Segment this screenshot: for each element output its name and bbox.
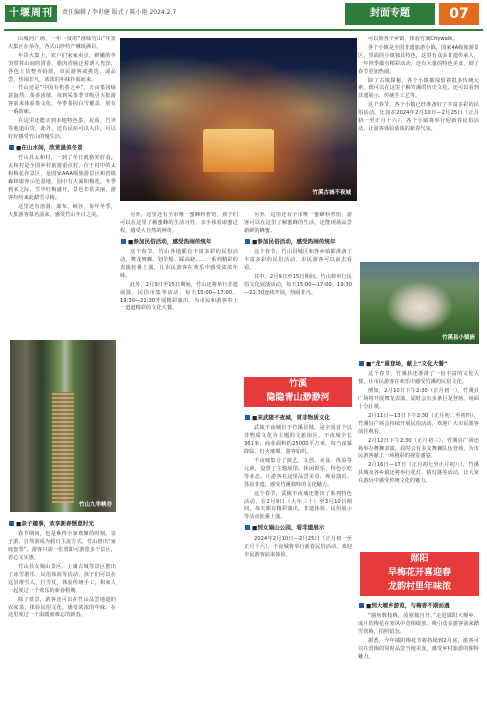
square-bullet-icon	[245, 525, 250, 530]
aerial-town-photo	[360, 262, 479, 344]
region-banner-yunyang	[360, 552, 479, 596]
paragraph: 这个春节，各个小镇已经准备好了丰富多彩的民俗活动。比如在2024年2月10日—2月25日（正月初一至正月十六），各个小镇将举行迎新春民俗活动，让游客体验浓浓的新春气氛。	[358, 102, 479, 132]
section-subhead: ■在山水间，欣赏最美冬景	[8, 145, 116, 153]
paragraph: 竹山县女娲山景区、上庸古城等景区推出了冰雪游乐、民俗体验等活动，孩子们可以在这里堆雪人、打雪仗，体验传统手工，和家人一起度过一个欢乐的新春假期。	[8, 564, 116, 594]
section-subhead: ■来武陵不夜城，赏非物质文化	[244, 415, 352, 423]
article-column-1-bottom	[8, 518, 116, 698]
paragraph: 另外，这里还有全市唯一蜜蜂科普馆，游客可以在这里了解蜜蜂的生活，还能现场品尝新鲜的蜂蜜。	[244, 212, 352, 234]
section-title: 封面专题	[345, 3, 435, 25]
paragraph: 此外，2月9日至15日期间，竹山还将举行非遗展演、民俗市集等活动，每天15:00—17:00、19:30—21:30开展精彩演出，为市民和游客奉上一道道精彩的文化大餐。	[120, 281, 238, 312]
paragraph: 在这里还能买到本地特色茶、花菇、竹笋等地道山货，此外，还有民宿可以入住，可以好好感受竹山的慢生活。	[8, 118, 116, 140]
night-city-photo	[120, 38, 357, 201]
section-subhead: ■参加民俗活动，感受热闹传统年	[120, 239, 238, 247]
section-subhead: ■到大堰乡游览，与梅香不期而遇	[358, 603, 479, 611]
canyon-photo	[10, 340, 116, 512]
section-subhead: ■亲子趣事，欢享新春惬意时光	[8, 521, 116, 529]
article-column-4-top	[358, 36, 479, 260]
paragraph: 这个春节，武陵不夜城还推出了系列特色活动，在2月9日（大年三十）至3月10日期间，每天都有精彩演出，非遗体验、民俗展示等活动轮番上演。	[244, 490, 352, 521]
photo-caption: 竹山九华峡谷	[78, 502, 112, 508]
paragraph: 2024年2月10日—2月25日（正月初一至正月十六），不夜城将举行新春民俗活动，欢迎市民游客前来体验。	[244, 535, 352, 558]
masthead	[0, 0, 487, 28]
paragraph: 除了赏景，游客还可以在竹山品尝地道的农家菜，体验民俗文化，感受浓浓的年味，在这里度过一个温暖而难忘的新春。	[8, 596, 116, 619]
region-banner-zhuxi	[244, 377, 352, 407]
paragraph: 2月16日—17日（正月初七至正月初八），竹溪县城及各乡镇还将举行花灯、猜灯谜等活动，让大家在游玩中感受传统文化的魅力。	[358, 462, 479, 485]
section-subhead: ■参加民俗活动，感受热闹传统年	[244, 239, 352, 247]
lit-stage	[203, 129, 274, 171]
photo-caption: 竹溪县小镇嵌	[441, 335, 475, 341]
paragraph: 这里还有溶洞、瀑布、峡谷，每年冬季，大批游客慕名前来，感受竹山冬日之美。	[8, 203, 116, 218]
paragraph: 除了古镇探秘，各个小镇都保留着很多传统元素，既可以在这里了解竹溪的历史文化，还可以看到非遗展示、传统手工艺等。	[358, 77, 479, 100]
paragraph: 2月12日下午2:30（正月初三），竹溪县广场还将举办舞狮表演，届时会有多支舞狮队伍登场，为市民游客献上一场精彩的视觉盛宴。	[358, 437, 479, 460]
paragraph: 武陵不夜城位于竹溪县城，是全国首个以非物质文化为主题的文旅街区，不夜城全长361米，商业面积约25000平方米，每当夜幕降临，灯火璀璨，游客如织。	[244, 425, 352, 456]
paragraph: 据悉，今年郧阳梅花节将持续到2月底，游客可以在赏梅的同时品尝当地美食，感受乡村旅游的独特魅力。	[358, 638, 479, 660]
paragraph: 各个小镇是全国非遗旅游小镇，国家4A级旅游景区，里面的小镇独具特色，这里有众多非遗传承人，一年四季都有精彩活动，还有大量的特色美食，到了春节更加热闹。	[358, 44, 479, 75]
paragraph: 这个春节，竹山各地都有丰富多彩的民俗活动。舞龙舞狮、划旱船、踩高跷……一系列精彩的表演轮番上演，让市民游客在欢乐中感受浓浓年味。	[120, 249, 238, 279]
square-bullet-icon	[245, 239, 250, 244]
paragraph: 这个春节，竹溪县还准备了一份丰富的文化大餐，让市民游客在欢乐中感受竹溪的民俗文化。	[358, 371, 479, 386]
paragraph: 年货大集上，农户们家家卖点，鲜嫩的冬笋带着山间的清香，腊肉香肠泛着诱人光泽，各色土货整齐码放，市民游客或挑选、或品尝，热闹非凡，浓浓的年味扑面而来。	[8, 52, 116, 83]
banner-slogan: 早梅花开喜迎春	[387, 568, 451, 578]
article-column-3-bottom	[244, 412, 352, 696]
paragraph: 可以到各个乡镇，体验竹溪Citywalk。	[368, 36, 458, 42]
paragraph: 山城河广场，一年一度的“淳味竹山”年货大集正在举办，各式山珍特产琳琅满目。	[8, 36, 116, 50]
paragraph: 竹山还是“中国有机茶之乡”，万亩茶园绿意盎然，茶香浓郁，每到采茶季节吸引大批游客前来体验茶文化。冬季茶园白雪覆盖，别有一番韵味。	[8, 85, 116, 116]
banner-slogan: 龙韵村里年味浓	[387, 582, 451, 592]
square-bullet-icon	[359, 361, 364, 366]
square-bullet-icon	[245, 415, 250, 420]
plank-walkway	[52, 392, 73, 504]
editor-info: 责任编辑 / 李世健 版式 / 陈小艳 2024.2.7	[62, 9, 177, 16]
square-bullet-icon	[121, 239, 126, 244]
paragraph: 另外，这里还有全市唯一蜜蜂科普馆，孩子们可以在这里了解蜜蜂的生活习性，亲手体验取蜜过程，感受大自然的神奇。	[120, 212, 238, 234]
paragraph: 例如，2月10日下午2:30（正月初一），竹溪县广场将开展舞龙表演，届时会有多条巨龙登场，场面十分壮观。	[358, 388, 479, 411]
photo-caption: 竹溪古城不夜城	[312, 190, 351, 196]
article-column-2	[120, 212, 238, 696]
section-subhead: ■到女娲山公园，看非遗展示	[244, 525, 352, 533]
article-column-1-top	[8, 36, 116, 336]
square-bullet-icon	[9, 145, 14, 150]
article-column-4-bottom	[358, 600, 479, 696]
paragraph: 2月11日—13日下午2:30（正月初二至初四），竹溪县广场会持续开展民俗活动，欢迎广大市民游客前往观看。	[358, 412, 479, 435]
section-subhead: ■“龙”重登场，献上“文化大餐”	[358, 361, 479, 369]
banner-region: 郧阳	[410, 554, 429, 564]
paragraph: 春节期间，也是难得全家欢聚的时刻。亲子游、自驾游成为假日主流方式，竹山推出“家庭套票”，游客只需一张票即可游览多个景区，省心又实惠。	[8, 531, 116, 562]
paragraph: 竹山县太和村，一到了冬日就格外好看。太和村是全国乡村旅游重点村，位于村中的太和梅花谷景区，是国家AAA级旅游景区和省级森林康养示范基地。园中有大面积梅花，冬季到来之际，雪中红梅盛开，景色非常美丽，游客纷纷来此踏雪寻梅。	[8, 155, 116, 201]
newspaper-logo: 十堰周刊	[5, 5, 57, 22]
paragraph: 不夜城集合了演艺、文创、美食、体验等元素，设置了主题展馆、休闲娱乐、特色小吃等业态，让游客在这里品尝美食、观看演出、体验非遗，感受竹溪独特的文化魅力。	[244, 458, 352, 488]
paragraph: “墙角数枝梅，凌寒独自开。”走进郧阳大堰乡，成片的梅花在寒风中竞相绽放，吸引众多游客前来踏雪赏梅，拍照留念。	[358, 613, 479, 636]
square-bullet-icon	[359, 603, 364, 608]
masthead-rule	[4, 29, 483, 31]
banner-region: 竹溪	[288, 379, 307, 389]
paragraph: 其中，2月9日至15日期间，竹山将举行民俗文化展演活动，每天15:00—17:00、19:30—21:30连续开展，热闹非凡。	[244, 273, 352, 296]
paragraph: 这个春节，竹山县城区和各乡镇都准备了丰富多彩的民俗活动，市民游客可以前去看看。	[244, 249, 352, 271]
article-column-3-top	[244, 212, 352, 372]
banner-slogan: 隐隐青山渺渺河	[266, 393, 330, 403]
article-column-4-middle	[358, 358, 479, 550]
square-bullet-icon	[9, 521, 14, 526]
page-number: 07	[439, 3, 479, 25]
